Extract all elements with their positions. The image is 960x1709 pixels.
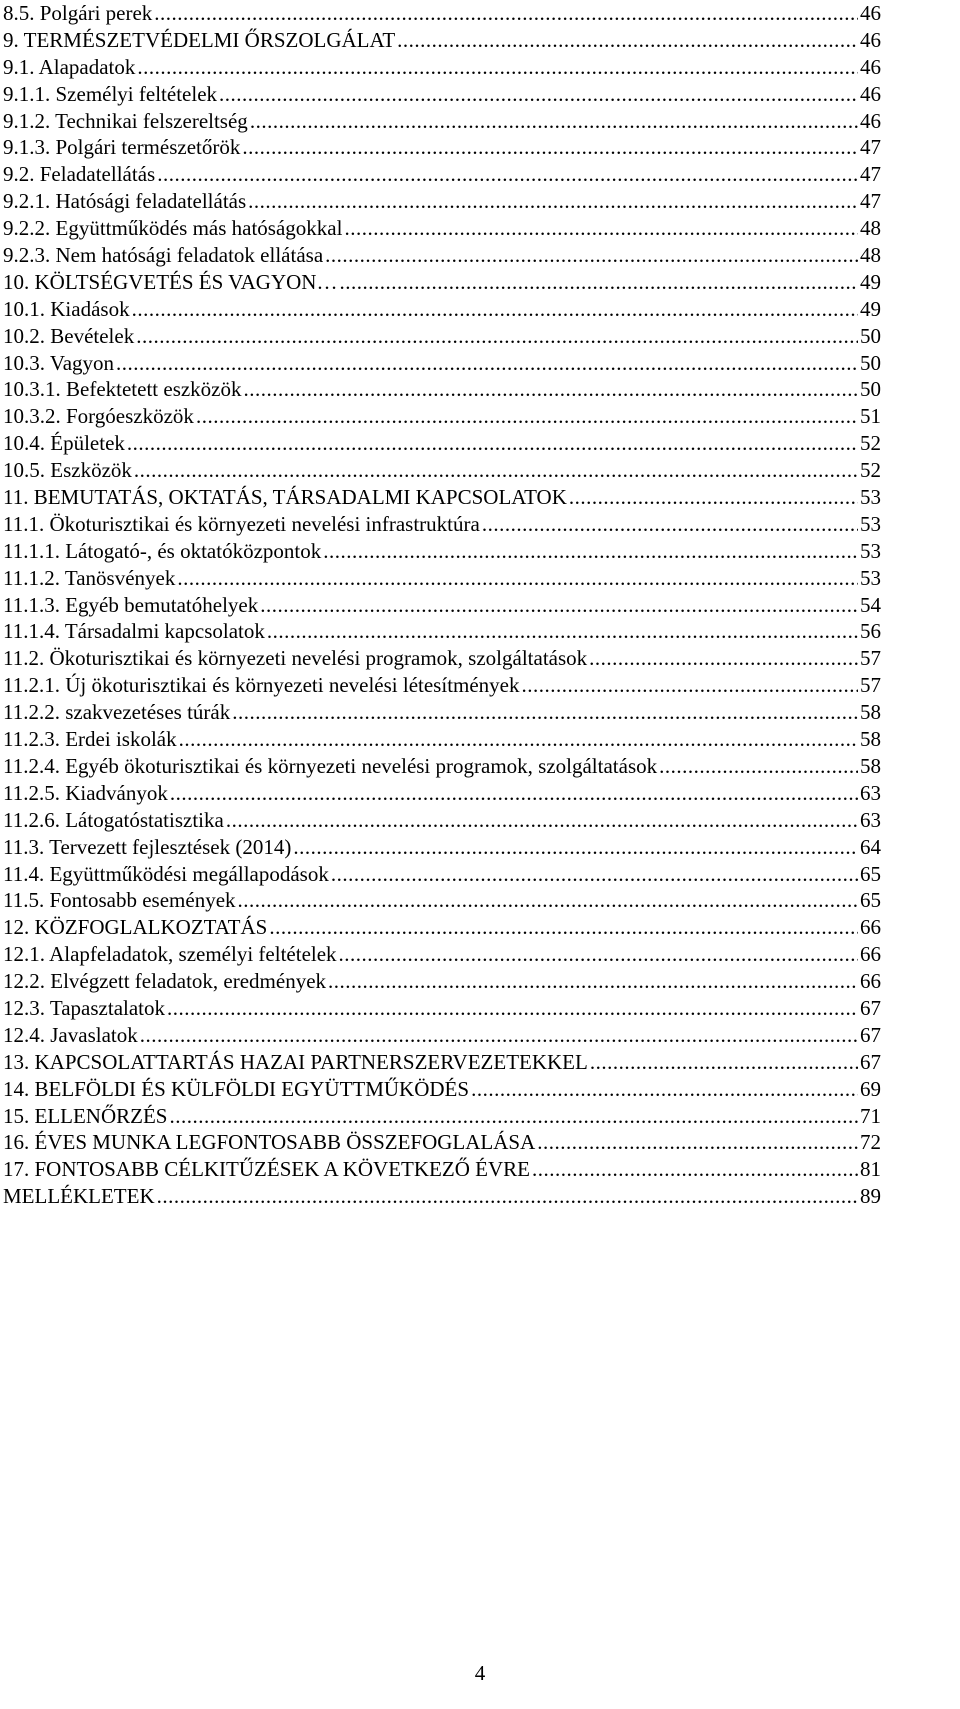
toc-entry-page-number: 72 xyxy=(860,1130,881,1155)
toc-entry[interactable] xyxy=(3,1076,881,1103)
toc-dot-leader xyxy=(169,1103,858,1130)
toc-entry-page-number: 46 xyxy=(860,81,881,106)
toc-dot-leader xyxy=(328,968,858,995)
toc-entry[interactable] xyxy=(3,618,881,645)
toc-entry-page-number: 52 xyxy=(860,458,881,483)
toc-entry-title: 9.1. Alapadatok xyxy=(3,54,136,79)
toc-dot-leader xyxy=(219,81,858,108)
toc-dot-leader xyxy=(537,1129,858,1156)
toc-entry[interactable] xyxy=(3,861,881,888)
toc-dot-leader xyxy=(177,565,858,592)
toc-entry[interactable] xyxy=(3,941,881,968)
toc-entry[interactable] xyxy=(3,726,881,753)
toc-dot-leader xyxy=(397,27,858,54)
toc-dot-leader xyxy=(471,1076,858,1103)
toc-dot-leader xyxy=(232,699,858,726)
toc-dot-leader xyxy=(226,807,858,834)
toc-entry-title: 11.1.3. Egyéb bemutatóhelyek xyxy=(3,592,259,617)
toc-entry[interactable] xyxy=(3,887,881,914)
toc-entry-page-number: 53 xyxy=(860,485,881,510)
toc-entry-title: 12. KÖZFOGLALKOZTATÁS xyxy=(3,915,268,940)
toc-entry-title: 15. ELLENŐRZÉS xyxy=(3,1103,168,1128)
toc-dot-leader xyxy=(325,242,858,269)
toc-entry-title: 17. FONTOSABB CÉLKITŰZÉSEK A KÖVETKEZŐ ÉVRE xyxy=(3,1157,530,1182)
toc-dot-leader xyxy=(589,645,858,672)
toc-entry-page-number: 54 xyxy=(860,592,881,617)
toc-entry[interactable] xyxy=(3,296,881,323)
toc-entry-page-number: 63 xyxy=(860,807,881,832)
toc-entry-page-number: 56 xyxy=(860,619,881,644)
toc-entry-page-number: 57 xyxy=(860,673,881,698)
toc-entry-page-number: 53 xyxy=(860,565,881,590)
toc-entry[interactable] xyxy=(3,1022,881,1049)
toc-dot-leader xyxy=(244,376,858,403)
toc-dot-leader xyxy=(154,0,858,27)
toc-entry[interactable] xyxy=(3,780,881,807)
toc-entry-page-number: 46 xyxy=(860,1,881,25)
toc-entry-title: 11.2.5. Kiadványok xyxy=(3,780,168,805)
toc-entry-title: 13. KAPCSOLATTARTÁS HAZAI PARTNERSZERVEZETEKKEL xyxy=(3,1049,588,1074)
toc-entry-page-number: 57 xyxy=(860,646,881,671)
toc-entry-title: 9. TERMÉSZETVÉDELMI ŐRSZOLGÁLAT xyxy=(3,27,396,52)
toc-entry[interactable] xyxy=(3,1129,881,1156)
toc-entry[interactable] xyxy=(3,350,881,377)
toc-entry-title: 10.2. Bevételek xyxy=(3,323,135,348)
toc-entry-title: 9.1.3. Polgári természetőrök xyxy=(3,135,241,160)
toc-entry-title: 11.2. Ökoturisztikai és környezeti nevelési programok, szolgáltatások xyxy=(3,646,588,671)
toc-entry-page-number: 67 xyxy=(860,1049,881,1074)
toc-entry[interactable] xyxy=(3,1049,881,1076)
toc-dot-leader xyxy=(134,457,858,484)
toc-entry[interactable] xyxy=(3,538,881,565)
toc-entry-page-number: 53 xyxy=(860,538,881,563)
toc-dot-leader xyxy=(323,538,858,565)
toc-dot-leader xyxy=(248,188,858,215)
toc-dot-leader xyxy=(267,618,858,645)
toc-dot-leader xyxy=(344,215,858,242)
toc-entry-title: 11.1.1. Látogató-, és oktatóközpontok xyxy=(3,538,322,563)
toc-dot-leader xyxy=(339,269,858,296)
toc-entry-title: MELLÉKLETEK xyxy=(3,1184,155,1209)
toc-entry[interactable] xyxy=(3,0,881,27)
toc-dot-leader xyxy=(157,1183,858,1210)
toc-entry-title: 12.1. Alapfeladatok, személyi feltételek xyxy=(3,942,337,967)
toc-entry-page-number: 89 xyxy=(860,1184,881,1209)
toc-entry[interactable] xyxy=(3,968,881,995)
toc-entry-page-number: 81 xyxy=(860,1157,881,1182)
toc-entry[interactable] xyxy=(3,1103,881,1130)
toc-entry-title: 14. BELFÖLDI ÉS KÜLFÖLDI EGYÜTTMŰKÖDÉS xyxy=(3,1076,470,1101)
toc-entry-title: 11.4. Együttműködési megállapodások xyxy=(3,861,329,886)
toc-entry-page-number: 53 xyxy=(860,511,881,536)
toc-dot-leader xyxy=(132,296,858,323)
toc-entry-page-number: 64 xyxy=(860,834,881,859)
toc-entry-page-number: 51 xyxy=(860,404,881,429)
toc-dot-leader xyxy=(293,834,858,861)
toc-entry-page-number: 47 xyxy=(860,135,881,160)
toc-entry[interactable] xyxy=(3,511,881,538)
toc-entry-title: 11.2.6. Látogatóstatisztika xyxy=(3,807,224,832)
toc-entry-page-number: 67 xyxy=(860,1022,881,1047)
toc-dot-leader xyxy=(250,108,858,135)
toc-entry[interactable] xyxy=(3,403,881,430)
toc-entry-title: 12.2. Elvégzett feladatok, eredmények xyxy=(3,969,327,994)
toc-entry-page-number: 50 xyxy=(860,323,881,348)
toc-entry-title: 16. ÉVES MUNKA LEGFONTOSABB ÖSSZEFOGLALÁSA xyxy=(3,1130,536,1155)
toc-entry[interactable] xyxy=(3,1183,881,1210)
toc-entry-title: 10.3. Vagyon xyxy=(3,350,115,375)
toc-entry-title: 9.1.2. Technikai felszereltség xyxy=(3,108,248,133)
toc-entry[interactable] xyxy=(3,215,881,242)
toc-entry-page-number: 58 xyxy=(860,753,881,778)
toc-entry-title: 11.1. Ökoturisztikai és környezeti nevelési infrastruktúra xyxy=(3,511,480,536)
toc-entry-title: 11.2.4. Egyéb ökoturisztikai és környezeti nevelési programok, szolgáltatások xyxy=(3,753,658,778)
toc-entry[interactable] xyxy=(3,376,881,403)
toc-entry-title: 11. BEMUTATÁS, OKTATÁS, TÁRSADALMI KAPCSOLATOK xyxy=(3,485,567,510)
toc-entry[interactable] xyxy=(3,242,881,269)
toc-entry-title: 10.3.1. Befektetett eszközök xyxy=(3,377,242,402)
toc-entry-title: 10. KÖLTSÉGVETÉS ÉS VAGYON… xyxy=(3,269,338,294)
page-number: 4 xyxy=(474,1661,486,1685)
toc-entry[interactable] xyxy=(3,1156,881,1183)
toc-entry-page-number: 49 xyxy=(860,296,881,321)
toc-entry-page-number: 65 xyxy=(860,888,881,913)
toc-dot-leader xyxy=(569,484,858,511)
toc-entry-page-number: 63 xyxy=(860,780,881,805)
toc-entry-title: 8.5. Polgári perek xyxy=(3,1,153,25)
toc-entry-page-number: 49 xyxy=(860,269,881,294)
toc-dot-leader xyxy=(532,1156,858,1183)
toc-dot-leader xyxy=(260,592,858,619)
toc-entry-page-number: 66 xyxy=(860,942,881,967)
toc-entry-title: 11.2.3. Erdei iskolák xyxy=(3,727,177,752)
toc-entry-page-number: 58 xyxy=(860,727,881,752)
toc-dot-leader xyxy=(127,430,858,457)
toc-entry-title: 9.2.3. Nem hatósági feladatok ellátása xyxy=(3,243,324,268)
toc-entry-page-number: 58 xyxy=(860,700,881,725)
toc-dot-leader xyxy=(196,403,858,430)
toc-entry[interactable] xyxy=(3,699,881,726)
toc-dot-leader xyxy=(116,350,858,377)
toc-entry-page-number: 46 xyxy=(860,27,881,52)
toc-dot-leader xyxy=(269,914,858,941)
toc-entry[interactable] xyxy=(3,54,881,81)
toc-dot-leader xyxy=(170,780,858,807)
toc-entry[interactable] xyxy=(3,81,881,108)
toc-entry[interactable] xyxy=(3,807,881,834)
toc-entry-page-number: 46 xyxy=(860,54,881,79)
toc-entry[interactable] xyxy=(3,484,881,511)
toc-entry[interactable] xyxy=(3,565,881,592)
toc-entry-title: 12.3. Tapasztalatok xyxy=(3,995,166,1020)
toc-entry[interactable] xyxy=(3,834,881,861)
toc-entry-page-number: 66 xyxy=(860,915,881,940)
table-of-contents xyxy=(3,0,881,1210)
toc-dot-leader xyxy=(167,995,858,1022)
toc-entry-page-number: 46 xyxy=(860,108,881,133)
toc-entry[interactable] xyxy=(3,188,881,215)
toc-dot-leader xyxy=(339,941,858,968)
toc-dot-leader xyxy=(238,887,858,914)
toc-dot-leader xyxy=(179,726,858,753)
toc-entry-page-number: 48 xyxy=(860,243,881,268)
toc-entry-title: 11.2.2. szakvezetéses túrák xyxy=(3,700,231,725)
toc-entry-title: 10.3.2. Forgóeszközök xyxy=(3,404,194,429)
toc-dot-leader xyxy=(590,1049,858,1076)
toc-entry[interactable] xyxy=(3,269,881,296)
toc-entry[interactable] xyxy=(3,108,881,135)
toc-entry-title: 9.2.2. Együttműködés más hatóságokkal xyxy=(3,216,343,241)
toc-dot-leader xyxy=(482,511,858,538)
toc-dot-leader xyxy=(522,672,859,699)
toc-entry[interactable] xyxy=(3,161,881,188)
toc-dot-leader xyxy=(242,134,858,161)
toc-entry-title: 9.1.1. Személyi feltételek xyxy=(3,81,218,106)
toc-entry-page-number: 48 xyxy=(860,216,881,241)
toc-entry[interactable] xyxy=(3,323,881,350)
toc-dot-leader xyxy=(331,861,858,888)
toc-entry-page-number: 52 xyxy=(860,431,881,456)
toc-dot-leader xyxy=(140,1022,858,1049)
toc-entry-title: 11.5. Fontosabb események xyxy=(3,888,236,913)
toc-entry-page-number: 50 xyxy=(860,377,881,402)
toc-entry-title: 11.1.4. Társadalmi kapcsolatok xyxy=(3,619,265,644)
toc-entry-title: 10.1. Kiadások xyxy=(3,296,130,321)
toc-entry-title: 10.5. Eszközök xyxy=(3,458,132,483)
toc-entry[interactable] xyxy=(3,134,881,161)
toc-entry-page-number: 66 xyxy=(860,969,881,994)
toc-entry-title: 11.3. Tervezett fejlesztések (2014) xyxy=(3,834,292,859)
toc-entry-title: 12.4. Javaslatok xyxy=(3,1022,138,1047)
toc-entry-title: 9.2.1. Hatósági feladatellátás xyxy=(3,189,247,214)
toc-entry-page-number: 69 xyxy=(860,1076,881,1101)
toc-entry[interactable] xyxy=(3,672,881,699)
toc-entry-title: 9.2. Feladatellátás xyxy=(3,162,156,187)
toc-entry-page-number: 71 xyxy=(860,1103,881,1128)
toc-entry-page-number: 50 xyxy=(860,350,881,375)
toc-entry[interactable] xyxy=(3,914,881,941)
toc-entry[interactable] xyxy=(3,592,881,619)
toc-entry[interactable] xyxy=(3,753,881,780)
toc-entry-title: 10.4. Épületek xyxy=(3,431,125,456)
toc-dot-leader xyxy=(137,54,858,81)
toc-entry-title: 11.2.1. Új ökoturisztikai és környezeti nevelési létesítmények xyxy=(3,673,520,698)
toc-entry-page-number: 47 xyxy=(860,162,881,187)
toc-entry[interactable] xyxy=(3,27,881,54)
toc-dot-leader xyxy=(659,753,858,780)
toc-entry-page-number: 65 xyxy=(860,861,881,886)
toc-dot-leader xyxy=(136,323,858,350)
toc-entry[interactable] xyxy=(3,645,881,672)
toc-dot-leader xyxy=(157,161,858,188)
toc-entry-page-number: 47 xyxy=(860,189,881,214)
toc-entry-page-number: 67 xyxy=(860,995,881,1020)
toc-entry-title: 11.1.2. Tanösvények xyxy=(3,565,176,590)
toc-entry[interactable] xyxy=(3,430,881,457)
toc-entry[interactable] xyxy=(3,995,881,1022)
toc-entry[interactable] xyxy=(3,457,881,484)
